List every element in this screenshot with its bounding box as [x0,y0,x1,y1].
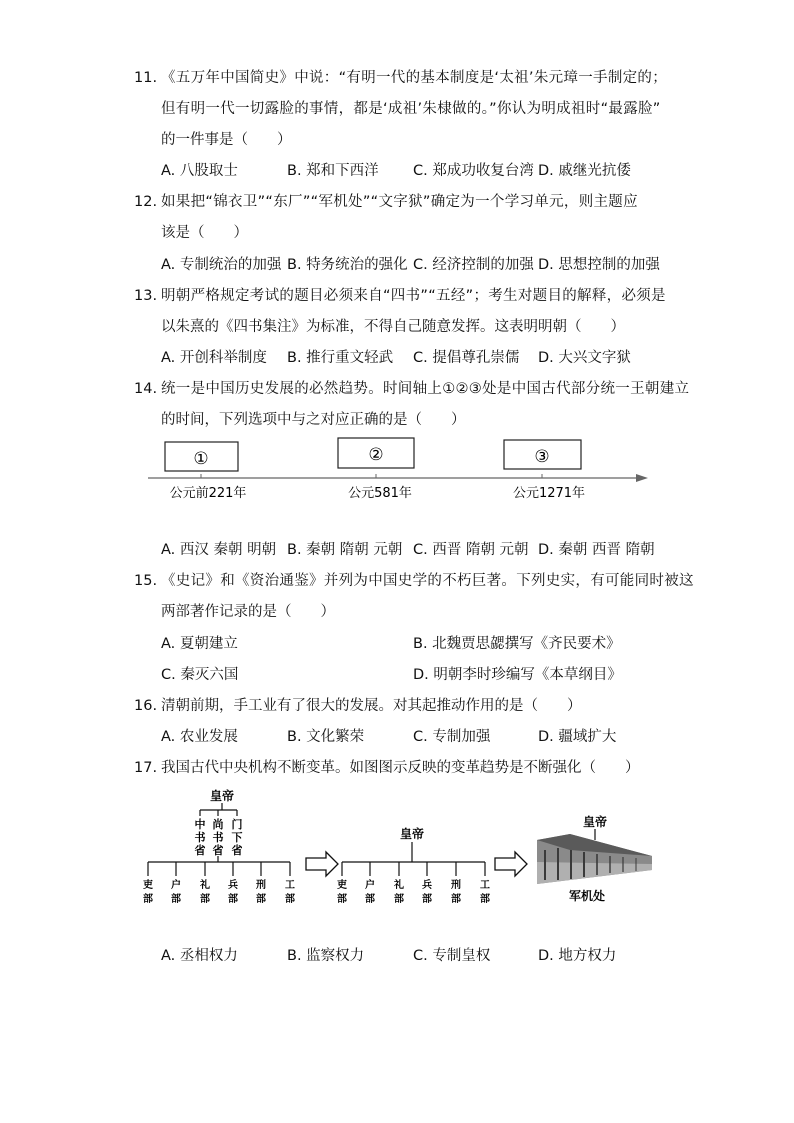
timeline-box-2-label: ② [368,445,384,465]
option-a[interactable]: A. 夏朝建立 [161,636,238,652]
ministry-3-char: 礼 [394,880,404,891]
option-c[interactable]: C. 经济控制的加强 [413,257,534,273]
ministry-1-char: 部 [143,894,153,905]
ministry-3 [199,878,210,905]
question-text: 的一件事是（ ） [161,132,292,148]
option-d[interactable]: D. 明朝李时珍编写《本草纲目》 [413,667,622,683]
question-text: 但有明一代一切露脸的事情，都是‘成祖’朱棣做的。”你认为明成祖时“最露脸” [161,101,661,117]
option-a[interactable]: A. 开创科举制度 [161,350,267,366]
ministry-5 [451,878,461,905]
ministry-6-char: 工 [285,880,295,891]
question-number: 16. [134,698,158,714]
question-number: 15. [134,573,158,589]
question-number: 17. [134,760,158,776]
option-c[interactable]: C. 西晋 隋朝 元朝 [413,542,529,558]
ministry-5 [256,878,266,905]
option-b[interactable]: B. 监察权力 [287,948,365,964]
question-text: 明朝严格规定考试的题目必须来自“四书”“五经”；考生对题目的解释，必须是 [161,288,666,304]
ministry-2 [171,878,181,905]
department-2-char: 书 [212,831,224,844]
ministry-4-char: 兵 [228,880,238,891]
option-c[interactable]: C. 郑成功收复台湾 [413,163,534,179]
ministry-6 [480,879,490,905]
ministry-4 [422,878,432,905]
central-institutions-diagram [130,784,660,914]
ministry-3-char: 礼 [200,880,210,891]
timeline-box-2 [338,438,414,468]
option-d[interactable]: D. 大兴文字狱 [538,350,631,366]
department-1-char: 省 [194,844,206,857]
arrow-2 [495,852,527,876]
option-d[interactable]: D. 秦朝 西晋 隋朝 [538,542,655,558]
question-text: 两部著作记录的是（ ） [161,604,335,620]
option-a[interactable]: A. 西汉 秦朝 明朝 [161,542,277,558]
department-2-char: 尚 [212,818,224,831]
option-c[interactable]: C. 专制加强 [413,729,491,745]
option-b[interactable]: B. 郑和下西洋 [287,163,379,179]
option-b[interactable]: B. 北魏贾思勰撰写《齐民要术》 [413,636,621,652]
question-text: 统一是中国历史发展的必然趋势。时间轴上①②③处是中国古代部分统一王朝建立 [161,381,690,397]
department-3-char: 门 [231,818,243,831]
ministry-3 [393,878,404,905]
option-c[interactable]: C. 提倡尊孔崇儒 [413,350,520,366]
department-1-char: 中 [194,818,206,831]
option-b[interactable]: B. 推行重文轻武 [287,350,394,366]
ministry-5-char: 刑 [451,880,461,891]
ministry-2-char: 户 [365,880,375,891]
department-3-char: 省 [231,844,243,857]
arrow-1 [306,852,338,876]
ministry-2 [365,878,375,905]
department-1-char: 书 [194,831,206,844]
ministry-5-char: 部 [451,894,461,905]
question-number: 13. [134,288,158,304]
timeline-figure [140,434,660,506]
option-b[interactable]: B. 文化繁荣 [287,729,365,745]
option-d[interactable]: D. 戚继光抗倭 [538,163,631,179]
question-number: 14. [134,381,158,397]
department-2-char: 省 [212,844,224,857]
ministry-1-char: 吏 [143,880,153,891]
ministry-4-char: 部 [422,894,432,905]
timeline-arrow [636,474,648,482]
option-b[interactable]: B. 特务统治的强化 [287,257,408,273]
timeline-box-1 [165,442,238,471]
ministry-5-char: 部 [256,894,266,905]
ministry-1-char: 部 [337,894,347,905]
question-number: 11. [134,70,158,86]
ministry-1 [337,878,347,905]
timeline-box-3 [504,440,581,469]
question-text: 该是（ ） [161,225,248,241]
ministry-4-char: 部 [228,894,238,905]
ministry-2-char: 部 [171,894,181,905]
option-d[interactable]: D. 地方权力 [538,948,617,964]
emperor-label-2: 皇帝 [399,827,425,841]
ministry-6-char: 部 [480,894,490,905]
ministry-5-char: 刑 [256,880,266,891]
timeline-label-2: 公元581年 [348,486,412,501]
option-a[interactable]: A. 丞相权力 [161,948,238,964]
ministry-6-char: 工 [480,880,490,891]
timeline-label-3: 公元1271年 [512,486,586,501]
six-ministries-middle [337,862,490,905]
ministry-4 [228,878,238,905]
ministry-1-char: 吏 [337,880,347,891]
ministry-3-char: 部 [200,894,210,905]
ministry-6 [285,879,295,905]
emperor-label-1: 皇帝 [209,789,235,803]
question-text: 的时间，下列选项中与之对应正确的是（ ） [161,412,466,428]
timeline-label-1: 公元前221年 [169,486,247,501]
question-text: 我国古代中央机构不断变革。如图图示反映的变革趋势是不断强化（ ） [161,760,640,776]
grand-council-photo [537,834,652,884]
option-a[interactable]: A. 农业发展 [161,729,238,745]
department-3 [232,817,243,857]
option-d[interactable]: D. 疆域扩大 [538,729,617,745]
question-text: 清朝前期，手工业有了很大的发展。对其起推动作用的是（ ） [161,698,582,714]
option-c[interactable]: C. 专制皇权 [413,948,491,964]
ministry-4-char: 兵 [422,880,432,891]
department-3-char: 下 [231,831,243,844]
question-text: 如果把“锦衣卫”“东厂”“军机处”“文字狱”确定为一个学习单元，则主题应 [161,194,638,210]
timeline-box-1-label: ① [193,449,209,469]
option-a[interactable]: A. 专制统治的加强 [161,257,282,273]
option-a[interactable]: A. 八股取士 [161,163,238,179]
option-b[interactable]: B. 秦朝 隋朝 元朝 [287,542,403,558]
ministry-3-char: 部 [394,894,404,905]
question-text: 《史记》和《资治通鉴》并列为中国史学的不朽巨著。下列史实，有可能同时被这 [161,573,694,589]
grand-council-label: 军机处 [568,889,606,903]
ministry-6-char: 部 [285,894,295,905]
emperor-label-3: 皇帝 [582,815,608,829]
department-1 [195,817,206,857]
option-c[interactable]: C. 秦灭六国 [161,667,239,683]
timeline-box-3-label: ③ [534,447,550,467]
ministry-1 [143,878,153,905]
three-departments [195,817,243,857]
ministry-2-char: 部 [365,894,375,905]
department-2 [213,817,224,857]
option-d[interactable]: D. 思想控制的加强 [538,257,660,273]
question-text: 《五万年中国简史》中说：“有明一代的基本制度是‘太祖’朱元璋一手制定的； [161,70,668,86]
question-number: 12. [134,194,158,210]
question-text: 以朱熹的《四书集注》为标准，不得自己随意发挥。这表明明朝（ ） [161,319,625,335]
six-ministries-left [143,862,295,905]
ministry-2-char: 户 [171,880,181,891]
